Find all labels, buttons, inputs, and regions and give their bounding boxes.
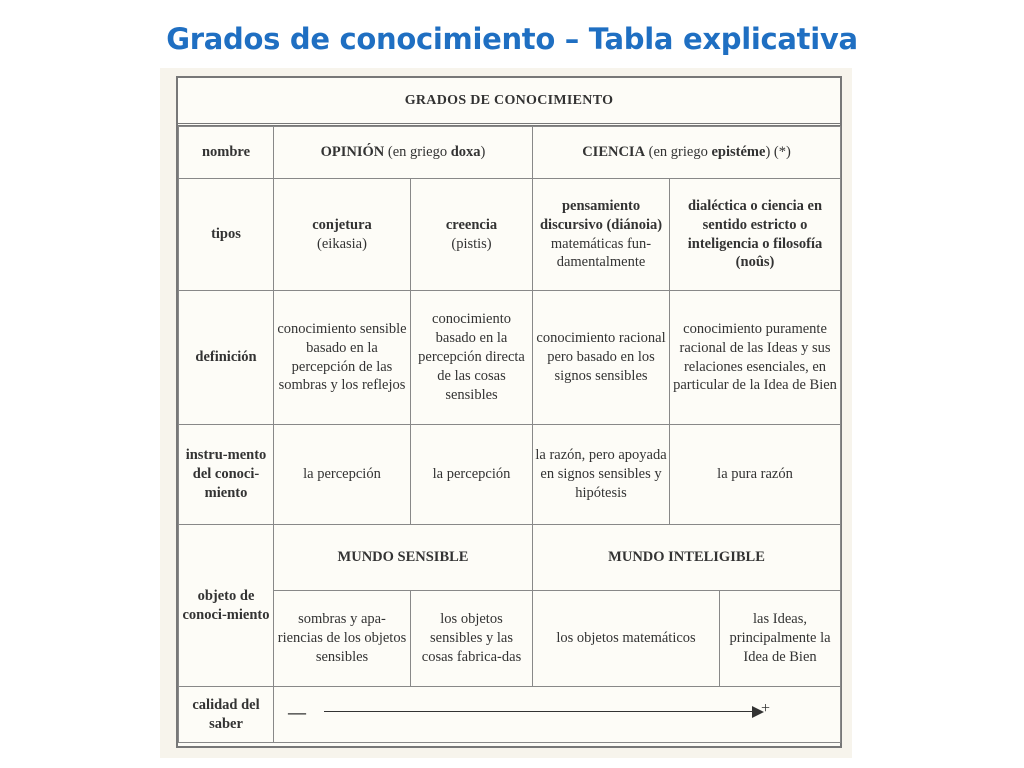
tipo-name: dialéctica o ciencia en sentido estricto o inteligencia o filosofía (noûs) [687, 197, 823, 271]
ciencia-label: CIENCIA [582, 144, 646, 161]
row-label-definicion: definición [179, 291, 274, 425]
tipo-name: pensamiento discursivo (diánoia) [539, 197, 663, 233]
slide-title: Grados de conocimiento – Tabla explicativa [166, 22, 858, 56]
tipo-creencia [411, 179, 533, 291]
tipo-nous [670, 179, 841, 291]
row-label-objeto: objeto de conoci-miento [179, 525, 274, 687]
table-row [179, 291, 841, 425]
definicion-cell: conocimiento basado en la percepción directa de las cosas sensibles [411, 291, 533, 425]
ciencia-pre: (en griego [645, 144, 712, 161]
definicion-cell: conocimiento sensible basado en la percepción de las sombras y los reflejos [274, 291, 411, 425]
tipo-name: conjetura [312, 216, 372, 233]
opinion-term: doxa [450, 144, 481, 161]
row-label-calidad: calidad del saber [179, 687, 274, 743]
tipo-sub: (eikasia) [317, 235, 367, 252]
table-row [179, 687, 841, 743]
row-label-instrumento: instru-mento del conoci-miento [179, 425, 274, 525]
ciencia-post: ) (*) [765, 144, 791, 161]
row-label-nombre: nombre [179, 127, 274, 179]
opinion-label: OPINIÓN [320, 144, 385, 161]
quality-high: + [760, 700, 771, 717]
table-row [179, 127, 841, 179]
knowledge-table [176, 76, 842, 748]
quality-scale [274, 687, 841, 743]
mundo-sensible: MUNDO SENSIBLE [274, 525, 533, 591]
table-row [179, 591, 841, 687]
objeto-cell: sombras y apa-riencias de los objetos sensibles [274, 591, 411, 687]
ciencia-term: epistéme [711, 144, 766, 161]
instrumento-cell: la percepción [411, 425, 533, 525]
mundo-inteligible: MUNDO INTELIGIBLE [533, 525, 841, 591]
row-label-tipos: tipos [179, 179, 274, 291]
tipo-sub: (pistis) [451, 235, 492, 252]
tipo-sub: matemáticas fun-damentalmente [550, 235, 652, 271]
opinion-cell [274, 127, 533, 179]
opinion-pre: (en griego [384, 144, 451, 161]
definicion-cell: conocimiento puramente racional de las Ideas y sus relaciones esenciales, en particular de la Idea de Bien [670, 291, 841, 425]
opinion-post: ) [480, 144, 486, 161]
objeto-cell: los objetos sensibles y las cosas fabrica-das [411, 591, 533, 687]
definicion-cell: conocimiento racional pero basado en los signos sensibles [533, 291, 670, 425]
instrumento-cell: la pura razón [670, 425, 841, 525]
quality-arrow-line [324, 711, 756, 712]
objeto-cell: los objetos matemáticos [533, 591, 720, 687]
tipo-conjetura [274, 179, 411, 291]
objeto-cell: las Ideas, principalmente la Idea de Bien [720, 591, 841, 687]
quality-low: — [288, 702, 306, 722]
tipo-dianoia [533, 179, 670, 291]
knowledge-grid [178, 126, 841, 743]
tipo-name: creencia [445, 216, 498, 233]
table-row [179, 525, 841, 591]
table-row [179, 425, 841, 525]
table-row [179, 179, 841, 291]
instrumento-cell: la razón, pero apoyada en signos sensibles y hipótesis [533, 425, 670, 525]
instrumento-cell: la percepción [274, 425, 411, 525]
table-header: GRADOS DE CONOCIMIENTO [178, 78, 840, 126]
ciencia-cell [533, 127, 841, 179]
